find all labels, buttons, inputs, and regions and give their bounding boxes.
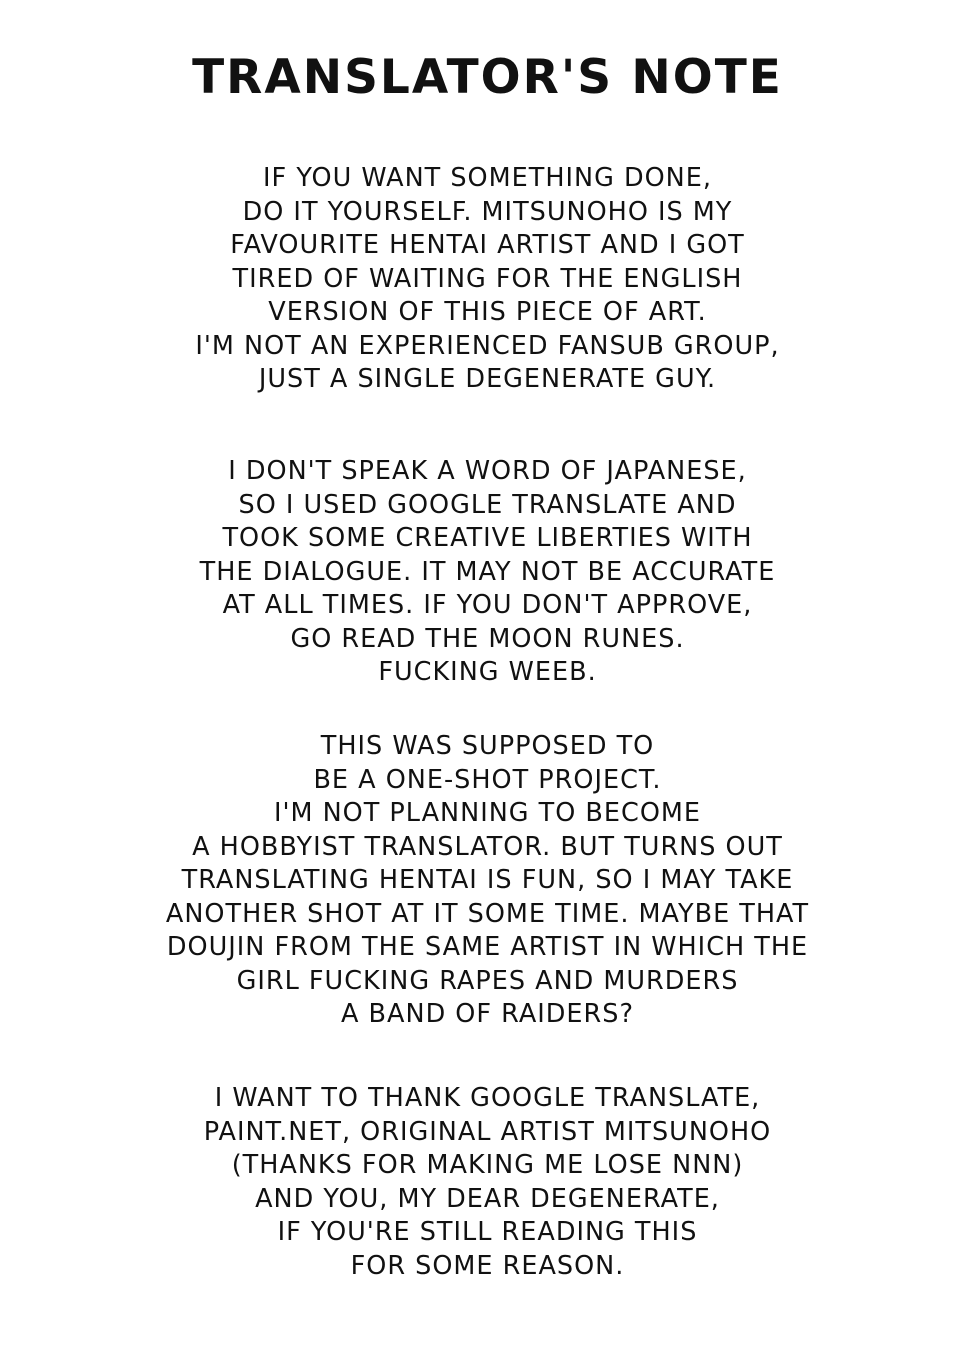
paragraph-line: GIRL FUCKING RAPES AND MURDERS [236, 965, 739, 996]
paragraph-line: SO I USED GOOGLE TRANSLATE AND [238, 489, 737, 520]
paragraph-line: AND YOU, MY DEAR DEGENERATE, [255, 1183, 720, 1214]
paragraph-4 [0, 1082, 975, 1283]
paragraph-line: DO IT YOURSELF. MITSUNOHO IS MY [242, 196, 733, 227]
paragraph-line: TRANSLATING HENTAI IS FUN, SO I MAY TAKE [181, 865, 794, 895]
paragraph-line: FUCKING WEEB. [378, 657, 597, 687]
paragraph-line: A BAND OF RAIDERS? [341, 999, 634, 1029]
paragraph-2 [0, 455, 975, 690]
paragraph-3 [0, 730, 975, 1032]
paragraph-line: TIRED OF WAITING FOR THE ENGLISH [232, 263, 743, 294]
paragraph-1 [0, 162, 975, 397]
paragraph-line: I WANT TO THANK GOOGLE TRANSLATE, [214, 1083, 761, 1113]
paragraph-line: PAINT.NET, ORIGINAL ARTIST MITSUNOHO [203, 1116, 772, 1147]
paragraph-line: I'M NOT AN EXPERIENCED FANSUB GROUP, [195, 330, 780, 361]
paragraph-line: IF YOU'RE STILL READING THIS [277, 1217, 698, 1247]
paragraph-line: VERSION OF THIS PIECE OF ART. [268, 297, 707, 327]
paragraph-line: (THANKS FOR MAKING ME LOSE NNN) [231, 1150, 744, 1180]
paragraph-line: FOR SOME REASON. [350, 1250, 625, 1281]
paragraph-line: IF YOU WANT SOMETHING DONE, [263, 163, 712, 193]
paragraph-line: FAVOURITE HENTAI ARTIST AND I GOT [230, 230, 745, 260]
paragraph-line: DOUJIN FROM THE SAME ARTIST IN WHICH THE [166, 932, 809, 962]
paragraph-line: THE DIALOGUE. IT MAY NOT BE ACCURATE [199, 556, 776, 587]
paragraph-line: THIS WAS SUPPOSED TO [320, 731, 655, 761]
paragraph-line: BE A ONE-SHOT PROJECT. [313, 764, 662, 795]
paragraph-line: TOOK SOME CREATIVE LIBERTIES WITH [222, 523, 753, 553]
paragraph-line: I'M NOT PLANNING TO BECOME [273, 798, 702, 828]
paragraph-line: I DON'T SPEAK A WORD OF JAPANESE, [228, 456, 747, 486]
paragraph-line: GO READ THE MOON RUNES. [290, 623, 685, 654]
paragraph-line: A HOBBYIST TRANSLATOR. BUT TURNS OUT [192, 831, 783, 862]
paragraph-line: JUST A SINGLE DEGENERATE GUY. [258, 364, 717, 394]
paragraph-line: ANOTHER SHOT AT IT SOME TIME. MAYBE THAT [165, 898, 810, 929]
paragraph-line: AT ALL TIMES. IF YOU DON'T APPROVE, [222, 590, 753, 620]
page-title: TRANSLATOR'S NOTE [192, 50, 783, 105]
